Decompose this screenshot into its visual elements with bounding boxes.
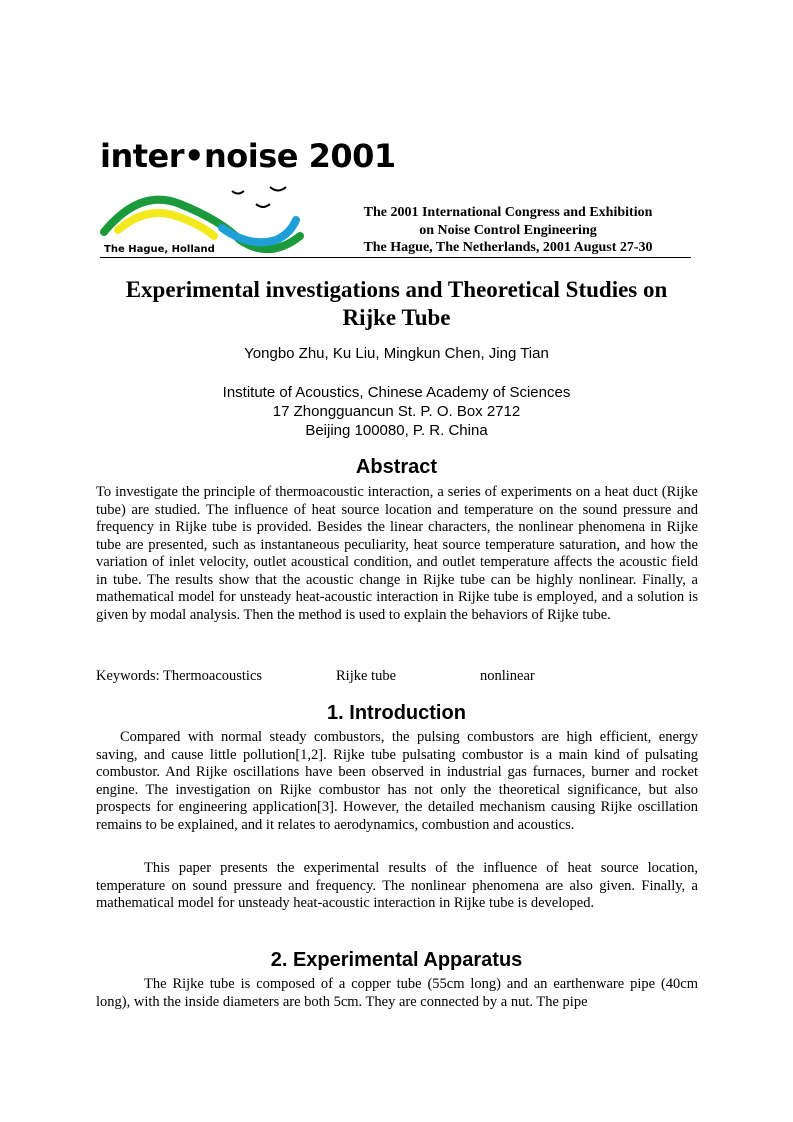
congress-line: The Hague, The Netherlands, 2001 August 27-30 — [363, 240, 653, 255]
logo-smile-mark — [270, 187, 286, 191]
apparatus-paragraph: The Rijke tube is composed of a copper tube (55cm long) and an earthenware pipe (40cm long), with the inside diameters are both 5cm. They are connected by a nut. The pipe — [96, 976, 698, 1010]
congress-line: The 2001 International Congress and Exhibition — [363, 205, 653, 220]
author-affiliation — [96, 383, 697, 440]
affiliation-line: Beijing 100080, P. R. China — [305, 422, 488, 439]
logo-smile-mark — [256, 204, 270, 207]
paper-authors: Yongbo Zhu, Ku Liu, Mingkun Chen, Jing Tian — [244, 345, 549, 362]
apparatus-heading: 2. Experimental Apparatus — [270, 949, 523, 971]
abstract-text: To investigate the principle of thermoacoustic interaction, a series of experiments on a heat duct (Rijke tube) are studied. The influence of heat source location and temperature on the sound pressure and frequency in Rijke tube is provided. Besides the linear characters, the nonlinear phenomena in Rijke tube are presented, such as instantaneous peculiarity, heat source temperature saturation, and how the variation of inlet velocity, outlet acoustical condition, and outlet temperature affects the acoustic field in tube. The results show that the acoustic change in Rijke tube can be highly nonlinear. Finally, a mathematical model for unsteady heat-acoustic interaction in Rijke tube is employed, and a solution is given by modal analysis. Then the method is used to explain the behaviors of Rijke tube. — [96, 484, 698, 623]
logo-smile-mark — [232, 191, 244, 194]
introduction-paragraph: This paper presents the experimental results of the influence of heat source location, temperature on sound pressure and frequency. The nonlinear phenomena are also given. Finally, a mathematical model for unsteady heat-acoustic interaction in Rijke tube is developed. — [96, 860, 698, 911]
paper-title: Experimental investigations and Theoretical Studies on Rijke Tube — [125, 277, 668, 330]
logo-wordmark: inter•noise 2001 — [100, 137, 396, 175]
congress-info — [338, 204, 678, 257]
keyword-item: Rijke tube — [336, 668, 397, 684]
introduction-paragraph: Compared with normal steady combustors, the pulsing combustors are high efficient, energy saving, and cause little pollution[1,2]. Rijke tube pulsating combustor is a main kind of pulsating combustor. And Rijke oscillations have been observed in industrial gas furnaces, burner and rocket engine. The investigation on Rijke combustor has not only the theoretical significance, but also prospects for engineering application[3]. However, the detailed mechanism causing Rijke oscillation remains to be explained, and it relates to aerodynamics, combustion and acoustics. — [96, 729, 698, 833]
affiliation-line: Institute of Acoustics, Chinese Academy of Sciences — [222, 384, 571, 401]
logo-blue-wave — [222, 220, 296, 242]
keyword-item: nonlinear — [480, 668, 535, 684]
congress-line: on Noise Control Engineering — [419, 222, 597, 238]
keywords-line — [96, 667, 698, 685]
header-divider — [100, 257, 691, 258]
keywords-label: Keywords: Thermoacoustics — [96, 668, 263, 684]
logo-location: The Hague, Holland — [104, 244, 215, 255]
conference-logo — [100, 136, 396, 260]
affiliation-line: 17 Zhongguancun St. P. O. Box 2712 — [272, 403, 521, 420]
abstract-heading: Abstract — [355, 456, 438, 478]
introduction-heading: 1. Introduction — [327, 702, 466, 724]
